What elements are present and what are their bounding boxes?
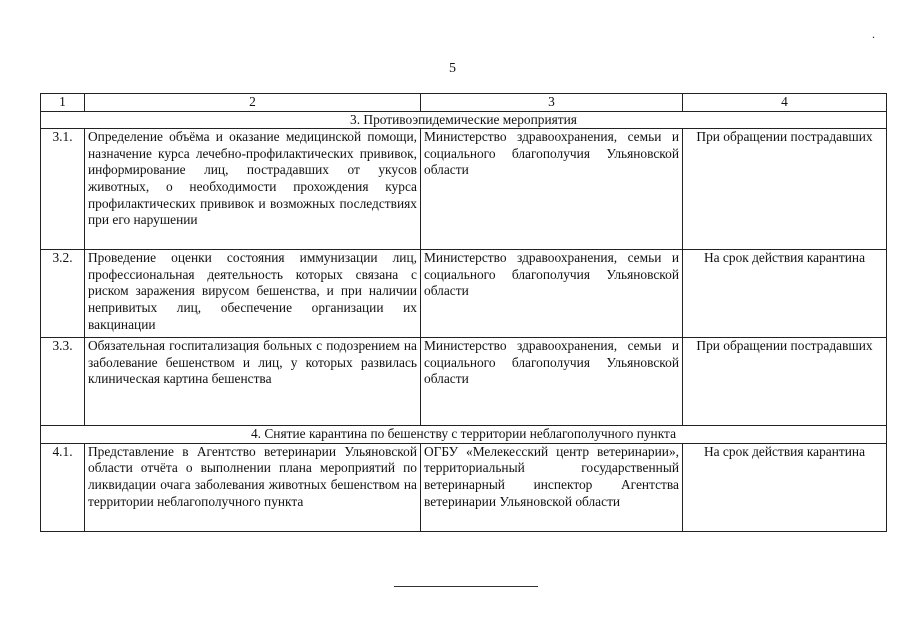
action-cell: Определение объёма и оказание медицинской помощи, назначение курса лечебно-профилактических прививок, информирование лиц, пострадавших от укусов животных, о необходимости прохождения курса профилактических прививок и возможных последствиях при его нарушении bbox=[85, 129, 421, 250]
row-number: 3.3. bbox=[41, 338, 85, 426]
table-row bbox=[41, 443, 887, 531]
corner-mark: . bbox=[872, 27, 875, 41]
action-cell: Проведение оценки состояния иммунизации лиц, профессиональная деятельность которых связана с риском заражения вирусом бешенства, и при наличии непривитых лиц, обеспечение организации их вакцинации bbox=[85, 250, 421, 338]
deadline-cell: На срок действия карантина bbox=[683, 250, 887, 338]
table-header-row bbox=[41, 94, 887, 112]
deadline-cell: При обращении пострадавших bbox=[683, 129, 887, 250]
table-row bbox=[41, 129, 887, 250]
section-header bbox=[41, 426, 887, 444]
measures-table bbox=[40, 93, 887, 532]
table-row bbox=[41, 250, 887, 338]
responsible-cell: Министерство здравоохранения, семьи и социального благополучия Ульяновской области bbox=[421, 129, 683, 250]
table-row bbox=[41, 338, 887, 426]
deadline-cell: При обращении пострадавших bbox=[683, 338, 887, 426]
page-number: 5 bbox=[449, 61, 456, 76]
end-separator-line bbox=[394, 586, 538, 587]
row-number: 3.1. bbox=[41, 129, 85, 250]
responsible-cell: Министерство здравоохранения, семьи и социального благополучия Ульяновской области bbox=[421, 250, 683, 338]
responsible-cell: ОГБУ «Мелекесский центр ветеринарии», территориальный государственный ветеринарный инспектор Агентства ветеринарии Ульяновской области bbox=[421, 443, 683, 531]
responsible-cell: Министерство здравоохранения, семьи и социального благополучия Ульяновской области bbox=[421, 338, 683, 426]
row-number: 3.2. bbox=[41, 250, 85, 338]
deadline-cell: На срок действия карантина bbox=[683, 443, 887, 531]
column-header: 3 bbox=[421, 94, 683, 112]
action-cell: Представление в Агентство ветеринарии Ульяновской области отчёта о выполнении плана мероприятий по ликвидации очага заболевания животных бешенством на территории неблагополучного пункта bbox=[85, 443, 421, 531]
section-title: 4. Снятие карантина по бешенству с территории неблагополучного пункта bbox=[41, 426, 887, 444]
row-number: 4.1. bbox=[41, 443, 85, 531]
column-header: 2 bbox=[85, 94, 421, 112]
column-header: 1 bbox=[41, 94, 85, 112]
action-cell: Обязательная госпитализация больных с подозрением на заболевание бешенством и лиц, у которых развилась клиническая картина бешенства bbox=[85, 338, 421, 426]
column-header: 4 bbox=[683, 94, 887, 112]
section-title: 3. Противоэпидемические мероприятия bbox=[41, 111, 887, 129]
section-header bbox=[41, 111, 887, 129]
